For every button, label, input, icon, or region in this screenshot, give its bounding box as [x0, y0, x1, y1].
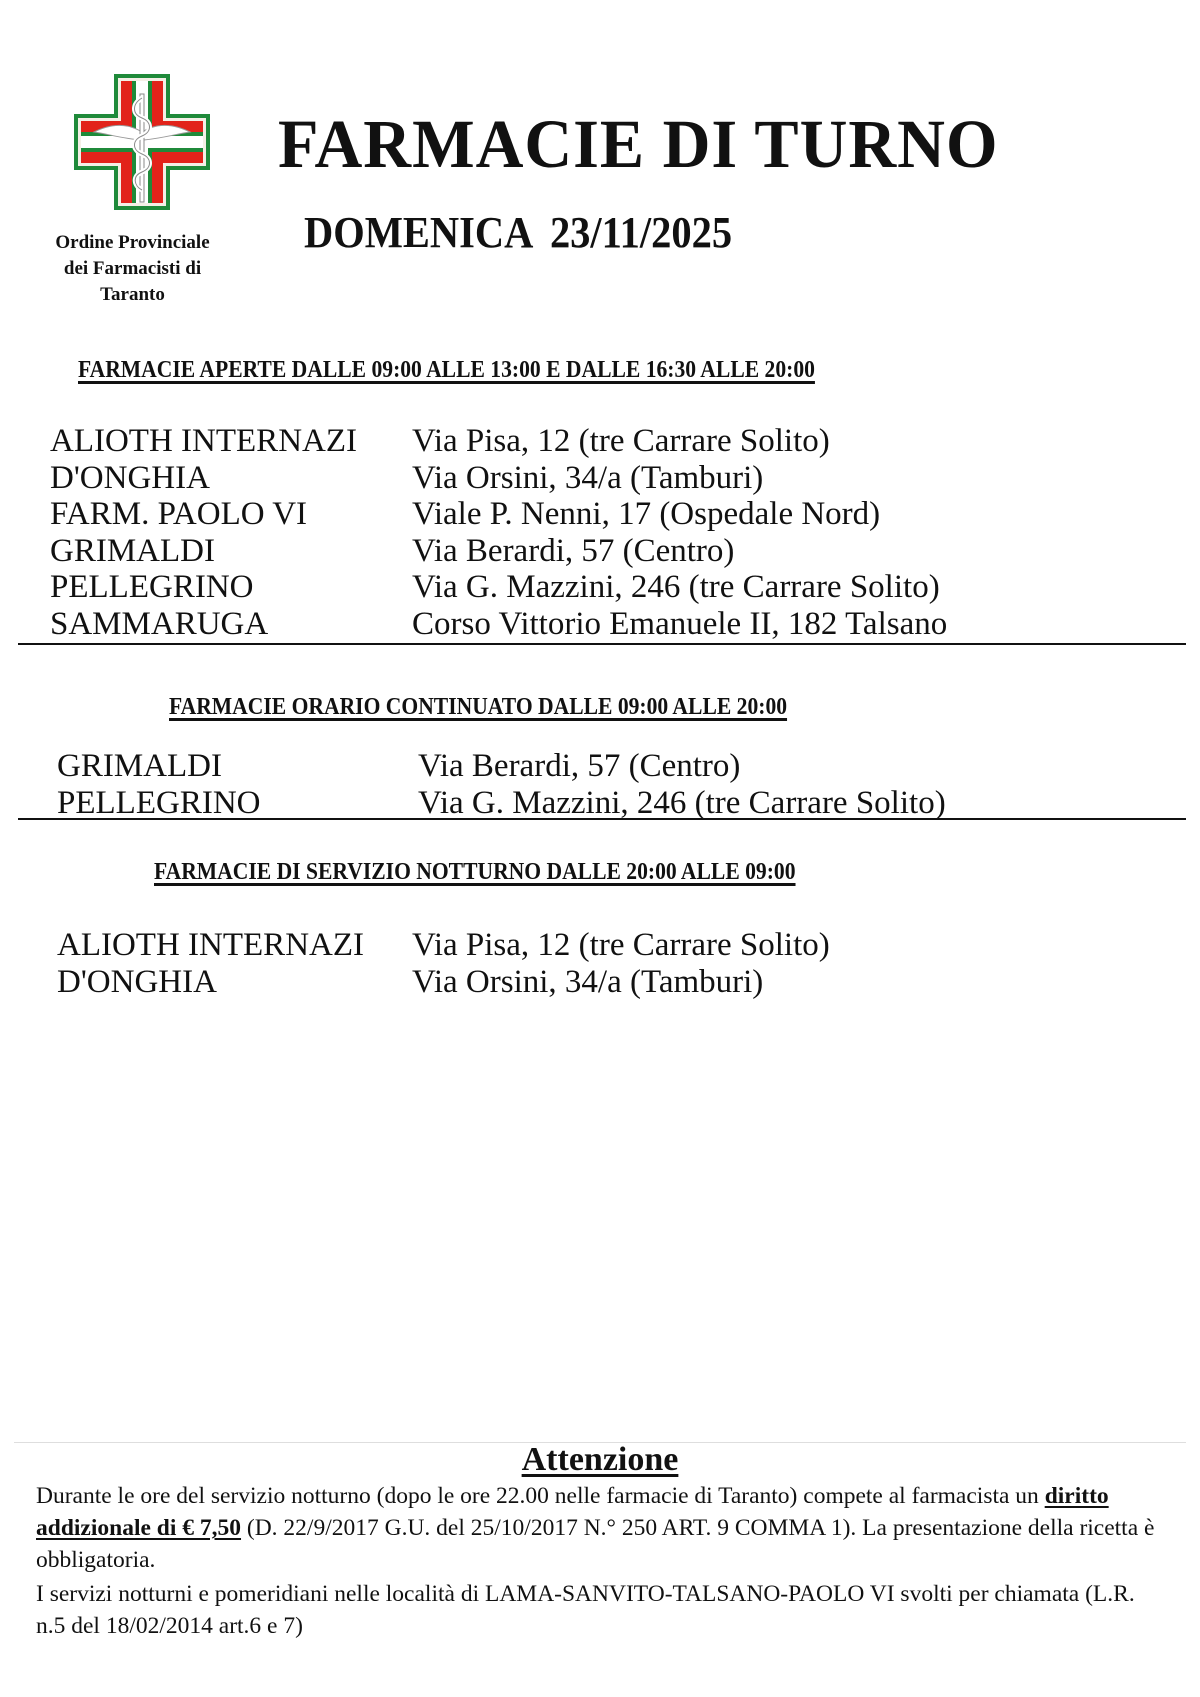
notice-text: (D. 22/9/2017 G.U. del 25/10/2017 N.° 250 ART. 9 COMMA 1). La presentazione della ricetta è obbligatoria.: [36, 1515, 1155, 1573]
pharmacy-name: PELLEGRINO: [57, 784, 261, 821]
pharmacy-list-continuous-hours: [57, 748, 1177, 821]
date-value: 23/11/2025: [549, 208, 733, 257]
pharmacy-name: FARM. PAOLO VI: [50, 496, 308, 532]
pharmacy-name: D'ONGHIA: [57, 964, 217, 1000]
pharmacy-row: [57, 964, 1177, 1001]
notice-paragraph-on-call: I servizi notturni e pomeridiani nelle località di LAMA-SANVITO-TALSANO-PAOLO VI svolti per chiamata (L.R. n.5 del 18/02/2014 art.6 e 7): [36, 1581, 1135, 1639]
notice-title-text: Attenzione: [521, 1441, 679, 1478]
org-name-line-1: Ordine Provinciale: [55, 232, 210, 253]
section-heading-night-service: FARMACIE DI SERVIZIO NOTTURNO DALLE 20:00 ALLE 09:00: [154, 859, 796, 885]
pharmacy-name: GRIMALDI: [50, 532, 215, 569]
pharmacy-row: [50, 606, 1170, 643]
section-divider: [18, 818, 1186, 820]
pharmacy-name: ALIOTH INTERNAZI: [50, 423, 358, 459]
pharmacy-name: ALIOTH INTERNAZI: [57, 927, 365, 963]
pharmacy-address: Via Pisa, 12 (tre Carrare Solito): [412, 423, 830, 459]
surcharge-emphasis: diritto addizionale di € 7,50: [36, 1483, 1109, 1541]
pharmacy-list-open-hours: [50, 423, 1170, 642]
pharmacy-name: D'ONGHIA: [50, 459, 210, 496]
pharmacy-list-night-service: [57, 927, 1177, 1001]
day-label: DOMENICA: [304, 208, 534, 257]
date-heading: [304, 205, 732, 261]
organization-name: [30, 230, 235, 308]
pharmacy-row: [50, 423, 1170, 460]
pharmacy-row: [50, 496, 1170, 533]
section-heading-continuous-hours: FARMACIE ORARIO CONTINUATO DALLE 09:00 ALLE 20:00: [169, 694, 788, 720]
pharmacy-row: [57, 748, 1177, 785]
pharmacy-cross-caduceus-icon: [74, 74, 210, 210]
section-divider: [18, 643, 1186, 645]
notice-paragraph-surcharge: [36, 1480, 1176, 1576]
org-name-line-2: dei Farmacisti di: [63, 258, 202, 279]
pharmacy-row: [57, 785, 1177, 822]
pharmacy-name: GRIMALDI: [57, 748, 222, 784]
pharmacy-row: [50, 569, 1170, 606]
pharmacy-name: SAMMARUGA: [50, 605, 269, 642]
pharmacy-address: Via Pisa, 12 (tre Carrare Solito): [412, 927, 830, 963]
page-title: FARMACIE DI TURNO: [278, 106, 999, 182]
notice-text: Durante le ore del servizio notturno (dopo le ore 22.00 nelle farmacie di Taranto) compete al farmacista un: [36, 1483, 1045, 1509]
pharmacy-address: Viale P. Nenni, 17 (Ospedale Nord): [412, 496, 881, 532]
pharmacy-address: Via Berardi, 57 (Centro): [412, 532, 735, 569]
pharmacy-row: [50, 533, 1170, 570]
pharmacy-name: PELLEGRINO: [50, 569, 254, 605]
pharmacy-row: [50, 460, 1170, 497]
pharmacy-address: Via Orsini, 34/a (Tamburi): [412, 459, 764, 496]
pharmacy-address: Via Berardi, 57 (Centro): [418, 748, 741, 784]
pharmacy-row: [57, 927, 1177, 964]
section-heading-open-hours: FARMACIE APERTE DALLE 09:00 ALLE 13:00 E DALLE 16:30 ALLE 20:00: [78, 357, 815, 383]
pharmacy-address: Corso Vittorio Emanuele II, 182 Talsano: [412, 605, 948, 642]
notice-title: [0, 1440, 1200, 1480]
org-name-line-3: Taranto: [100, 284, 165, 305]
pharmacy-address: Via Orsini, 34/a (Tamburi): [412, 964, 764, 1000]
pharmacy-address: Via G. Mazzini, 246 (tre Carrare Solito): [418, 784, 946, 821]
pharmacy-address: Via G. Mazzini, 246 (tre Carrare Solito): [412, 569, 940, 605]
